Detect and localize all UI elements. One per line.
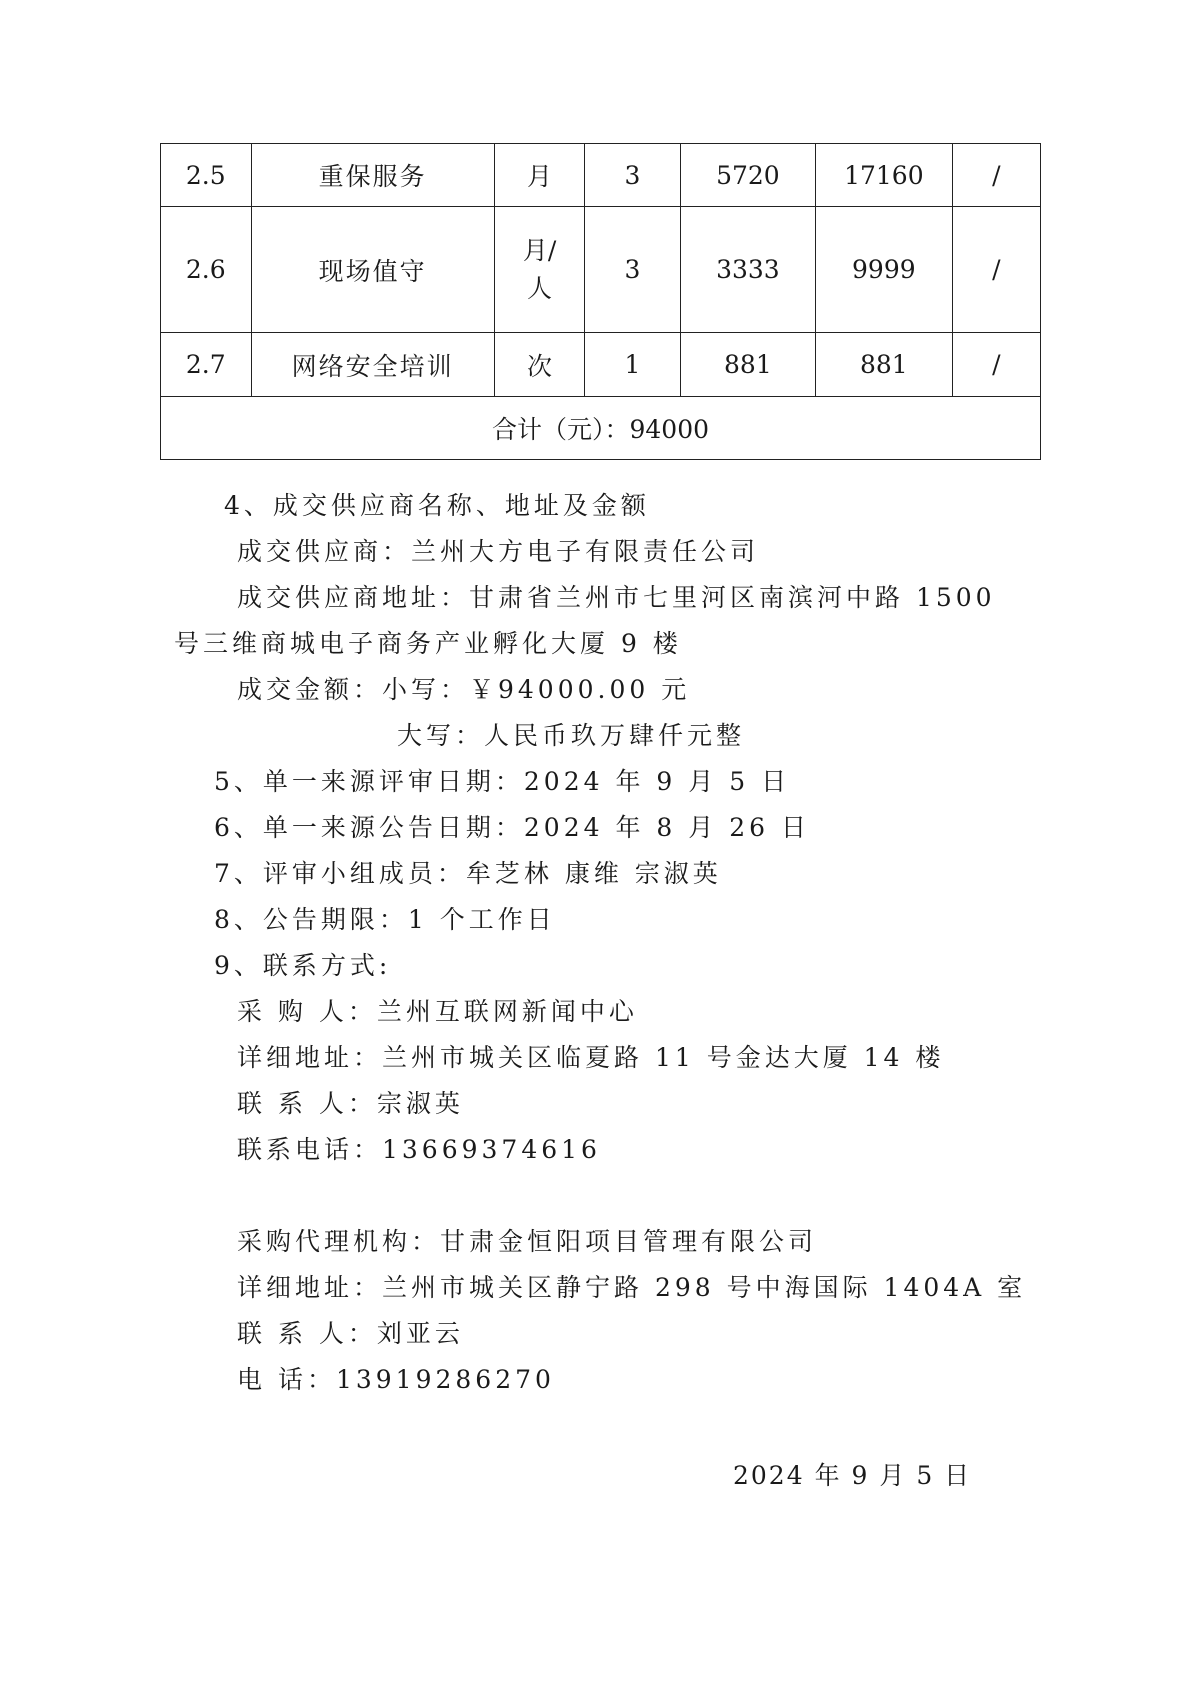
announcement-period: 8、公告期限：1 个工作日 xyxy=(214,905,556,934)
supplier-address-line2: 号三维商城电子商务产业孵化大厦 9 楼 xyxy=(174,629,682,658)
item-unit-price: 5720 xyxy=(680,144,815,207)
item-number: 2.7 xyxy=(161,333,252,397)
item-note: / xyxy=(952,333,1040,397)
item-quantity: 1 xyxy=(585,333,680,397)
purchaser-name: 采 购 人：兰州互联网新闻中心 xyxy=(237,997,638,1026)
item-name: 重保服务 xyxy=(251,144,494,207)
review-members: 7、评审小组成员：牟芝林 康维 宗淑英 xyxy=(214,859,722,888)
review-date: 5、单一来源评审日期：2024 年 9 月 5 日 xyxy=(214,767,791,796)
item-number: 2.6 xyxy=(161,207,252,333)
table-row xyxy=(161,207,1041,333)
item-unit-price: 3333 xyxy=(680,207,815,333)
section4-heading: 4、成交供应商名称、地址及金额 xyxy=(224,491,650,520)
price-table xyxy=(160,143,1041,460)
item-quantity: 3 xyxy=(585,207,680,333)
item-amount: 881 xyxy=(816,333,953,397)
item-name: 网络安全培训 xyxy=(251,333,494,397)
item-unit-line2: 人 xyxy=(527,273,553,303)
item-number: 2.5 xyxy=(161,144,252,207)
agency-name: 采购代理机构：甘肃金恒阳项目管理有限公司 xyxy=(237,1227,818,1256)
item-unit-price: 881 xyxy=(680,333,815,397)
table-row xyxy=(161,333,1041,397)
table-total-row xyxy=(161,397,1041,460)
item-unit: 次 xyxy=(494,333,585,397)
agency-contact: 联 系 人：刘亚云 xyxy=(237,1319,464,1348)
item-unit: 月/ xyxy=(522,235,557,265)
supplier-address-line1: 成交供应商地址：甘肃省兰州市七里河区南滨河中路 1500 xyxy=(237,583,996,612)
announcement-date: 6、单一来源公告日期：2024 年 8 月 26 日 xyxy=(214,813,810,842)
purchaser-phone: 联系电话：13669374616 xyxy=(237,1135,601,1164)
purchaser-contact: 联 系 人：宗淑英 xyxy=(237,1089,464,1118)
table-row xyxy=(161,144,1041,207)
item-amount: 9999 xyxy=(816,207,953,333)
amount-big: 大写：人民币玖万肆仟元整 xyxy=(397,721,746,750)
item-unit-cell xyxy=(494,207,585,333)
item-quantity: 3 xyxy=(585,144,680,207)
agency-address: 详细地址：兰州市城关区静宁路 298 号中海国际 1404A 室 xyxy=(237,1273,1027,1302)
document-date: 2024 年 9 月 5 日 xyxy=(733,1461,972,1490)
table-total: 合计（元）：94000 xyxy=(161,397,1041,460)
item-name: 现场值守 xyxy=(251,207,494,333)
purchaser-address: 详细地址：兰州市城关区临夏路 11 号金达大厦 14 楼 xyxy=(237,1043,945,1072)
item-note: / xyxy=(952,144,1040,207)
item-note: / xyxy=(952,207,1040,333)
amount-small: 成交金额：小写：￥94000.00 元 xyxy=(237,675,691,704)
agency-phone: 电 话：13919286270 xyxy=(237,1365,555,1394)
supplier-name: 成交供应商：兰州大方电子有限责任公司 xyxy=(237,537,760,566)
item-unit: 月 xyxy=(494,144,585,207)
section9-heading: 9、联系方式: xyxy=(214,951,392,980)
item-amount: 17160 xyxy=(816,144,953,207)
